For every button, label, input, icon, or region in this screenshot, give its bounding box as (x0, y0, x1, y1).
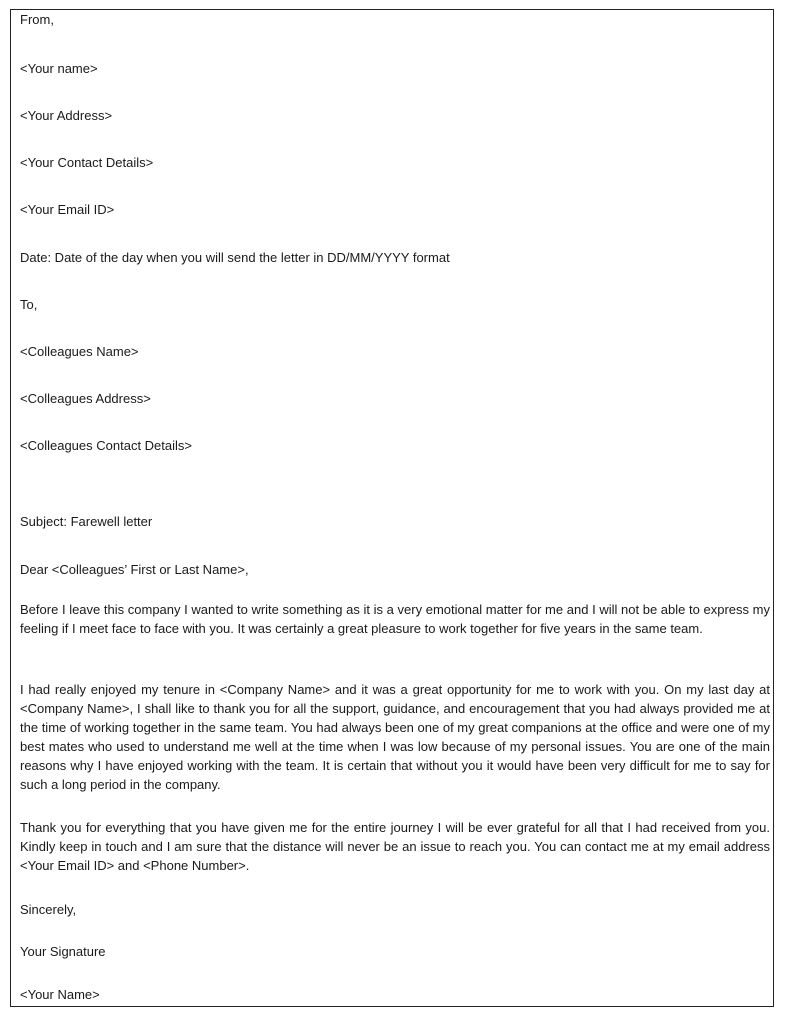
from-label: From, (20, 12, 54, 27)
date-line: Date: Date of the day when you will send the letter in DD/MM/YYYY format (20, 250, 450, 265)
to-label: To, (20, 297, 38, 312)
signature: Your Signature (20, 944, 106, 959)
closing-name: <Your Name> (20, 987, 100, 1002)
sender-contact: <Your Contact Details> (20, 155, 154, 170)
recipient-address: <Colleagues Address> (20, 391, 151, 406)
salutation: Dear <Colleagues’ First or Last Name>, (20, 562, 249, 577)
sender-name: <Your name> (20, 61, 98, 76)
recipient-contact: <Colleagues Contact Details> (20, 438, 192, 453)
recipient-name: <Colleagues Name> (20, 344, 139, 359)
closing: Sincerely, (20, 902, 77, 917)
body-paragraph-1: Before I leave this company I wanted to write something as it is a very emotional matter for me and I will not be able to express my feeling if I meet face to face with you. It was certainly a great pleasure to work together for five years in the same team. (20, 602, 770, 636)
body-paragraph-2: I had really enjoyed my tenure in <Company Name> and it was a great opportunity for me to work with you. On my last day at <Company Name>, I shall like to thank you for all the support, guidance, and encouragement that you had always provided me at the time of working together in the same team. You had always been one of my great companions at the office and were one of my best mates who used to understand me well at the time when I was low because of my personal issues. You are one of the main reasons why I have enjoyed working with the team. It is certain that without you it would have been very difficult for me to say for such a long period in the company. (20, 682, 770, 792)
subject-line: Subject: Farewell letter (20, 514, 153, 529)
sender-address: <Your Address> (20, 108, 113, 123)
body-paragraph-3: Thank you for everything that you have given me for the entire journey I will be ever grateful for all that I had received from you. Kindly keep in touch and I am sure that the distance will never be an issue to reach you. You can contact me at my email address <Your Email ID> and <Phone Number>. (20, 820, 770, 873)
sender-email: <Your Email ID> (20, 202, 115, 217)
